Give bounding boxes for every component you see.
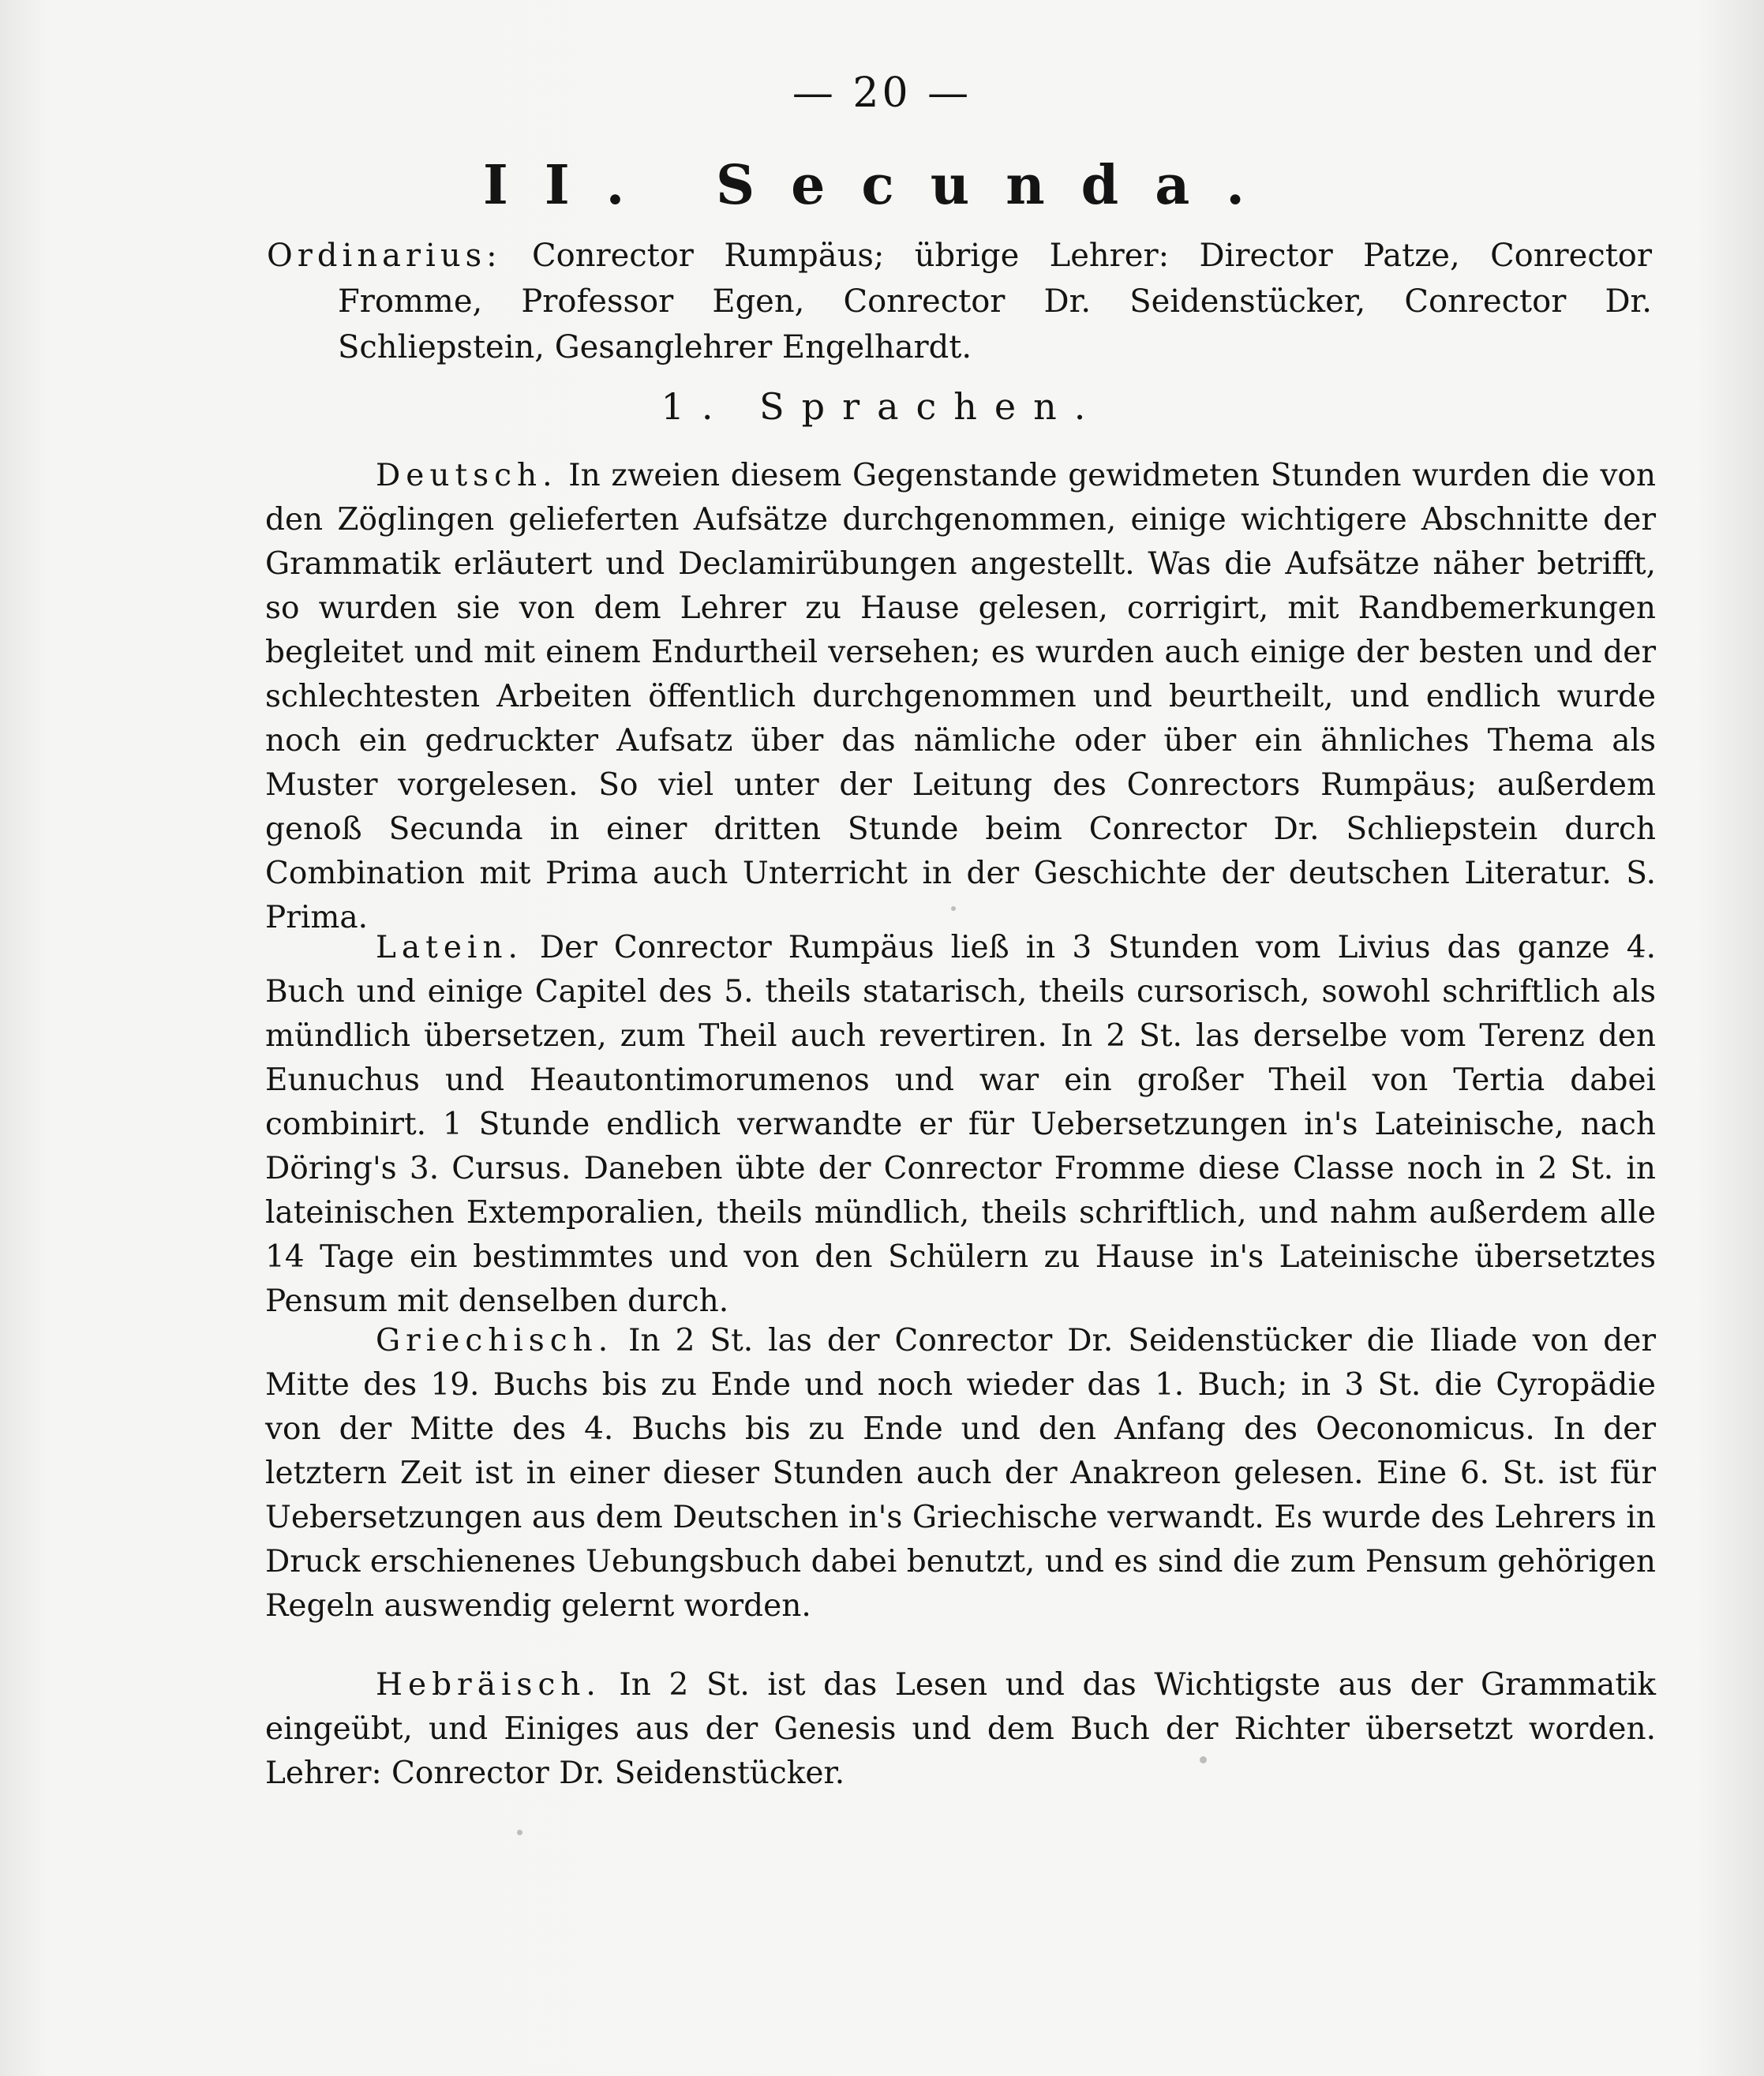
paper-speck [951, 906, 956, 911]
paper-speck [1200, 1756, 1207, 1763]
teachers-list [267, 233, 1652, 370]
paragraph-text: In 2 St. ist das Lesen und das Wichtigste aus der Grammatik eingeübt, und Einiges aus der Genesis und dem Buch der Richter übersetzt worden. Lehrer: Conrector Dr. Seidenstücker. [265, 1667, 1656, 1791]
paragraph-text: In 2 St. las der Conrector Dr. Seidenstücker die Iliade von der Mitte des 19. Buchs bis zu Ende und noch wieder das 1. Buch; in 3 St. die Cyropädie von der Mitte des 4. Buchs bis zu Ende und den Anfang des Oeconomicus. In der letztern Zeit ist in einer dieser Stunden auch der Anakreon gelesen. Eine 6. St. ist für Uebersetzungen aus dem Deutschen in's Griechische verwandt. Es wurde des Lehrers in Druck erschienenes Uebungsbuch dabei benutzt, und es sind die zum Pensum gehörigen Regeln auswendig gelernt worden. [265, 1323, 1656, 1624]
paragraph-griechisch [265, 1319, 1656, 1628]
paper-speck [517, 1830, 522, 1835]
paragraph-heading: Hebräisch. [376, 1667, 601, 1703]
page-number: — 20 — [792, 69, 972, 117]
paragraph-latein [265, 926, 1656, 1324]
section-title: II. Secunda. [483, 154, 1281, 217]
subsection-title: 1. Sprachen. [661, 385, 1103, 428]
paragraph-heading: Deutsch. [376, 458, 558, 493]
paragraph-text: Der Conrector Rumpäus ließ in 3 Stunden vom Livius das ganze 4. Buch und einige Capitel des 5. theils statarisch, theils cursorisch, sowohl schriftlich als mündlich übersetzen, zum Theil auch revertiren. In 2 St. las derselbe vom Terenz den Eunuchus und Heautontimorumenos und war ein großer Theil von Tertia dabei combinirt. 1 Stunde endlich verwandte er für Uebersetzungen in's Lateinische, nach Döring's 3. Cursus. Daneben übte der Conrector Fromme diese Classe noch in 2 St. in lateinischen Extemporalien, theils mündlich, theils schriftlich, und nahm außerdem alle 14 Tage ein bestimmtes und von den Schülern zu Hause in's Lateinische übersetztes Pensum mit denselben durch. [265, 930, 1656, 1319]
paragraph-hebraeisch [265, 1663, 1656, 1796]
paragraph-text: In zweien diesem Gegenstande gewidmeten Stunden wurden die von den Zöglingen gelieferten Aufsätze durchgenommen, einige wichtigere Abschnitte der Grammatik erläutert und Declamirübungen angestellt. Was die Aufsätze näher betrifft, so wurden sie von dem Lehrer zu Hause gelesen, corrigirt, mit Randbemerkungen begleitet und mit einem Endurtheil versehen; es wurden auch einige der besten und der schlechtesten Arbeiten öffentlich durchgenommen und beurtheilt, und endlich wurde noch ein gedruckter Aufsatz über das nämliche oder über ein ähnliches Thema als Muster vorgelesen. So viel unter der Leitung des Conrectors Rumpäus; außerdem genoß Secunda in einer dritten Stunde beim Conrector Dr. Schliepstein durch Combination mit Prima auch Unterricht in der Geschichte der deutschen Literatur. S. Prima. [265, 458, 1656, 935]
paragraph-deutsch [265, 454, 1656, 940]
teachers-lead: Ordinarius: [267, 238, 502, 274]
paragraph-heading: Griechisch. [376, 1323, 614, 1358]
teachers-text: Conrector Rumpäus; übrige Lehrer: Director Patze, Conrector Fromme, Professor Egen, Conrector Dr. Seidenstücker, Conrector Dr. Schliepstein, Gesanglehrer Engelhardt. [338, 238, 1652, 365]
paragraph-heading: Latein. [376, 930, 523, 965]
